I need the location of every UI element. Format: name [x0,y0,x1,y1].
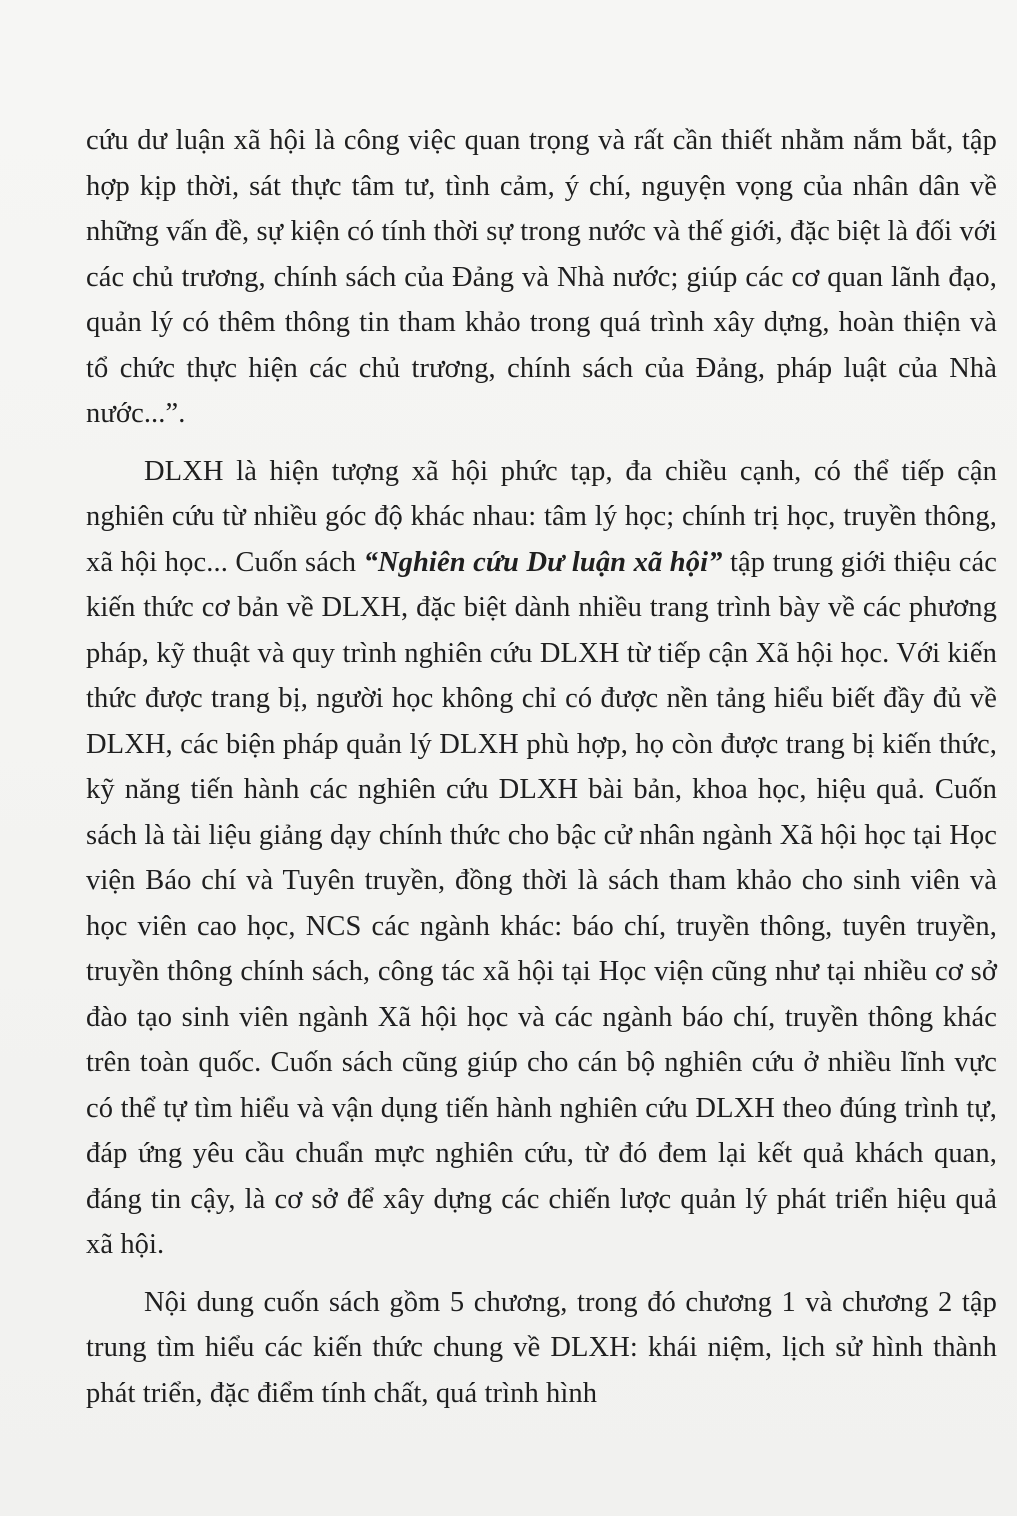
paragraph-text-after-title: tập trung giới thiệu các kiến thức cơ bản về DLXH, đặc biệt dành nhiều trang trình bày về các phương pháp, kỹ thuật và quy trình nghiên cứu DLXH từ tiếp cận Xã hội học. Với kiến thức được trang bị, người học không chỉ có được nền tảng hiểu biết đầy đủ về DLXH, các biện pháp quản lý DLXH phù hợp, họ còn được trang bị kiến thức, kỹ năng tiến hành các nghiên cứu DLXH bài bản, khoa học, hiệu quả. Cuốn sách là tài liệu giảng dạy chính thức cho bậc cử nhân ngành Xã hội học tại Học viện Báo chí và Tuyên truyền, đồng thời là sách tham khảo cho sinh viên và học viên cao học, NCS các ngành khác: báo chí, truyền thông, tuyên truyền, truyền thông chính sách, công tác xã hội tại Học viện cũng như tại nhiều cơ sở đào tạo sinh viên ngành Xã hội học và các ngành báo chí, truyền thông khác trên toàn quốc. Cuốn sách cũng giúp cho cán bộ nghiên cứu ở nhiều lĩnh vực có thể tự tìm hiểu và vận dụng tiến hành nghiên cứu DLXH theo đúng trình tự, đáp ứng yêu cầu chuẩn mực nghiên cứu, từ đó đem lại kết quả khách quan, đáng tin cậy, là cơ sở để xây dựng các chiến lược quản lý phát triển hiệu quả xã hội. [86,546,997,1260]
book-title: “Nghiên cứu Dư luận xã hội” [363,546,723,578]
paragraph-book-contents: Nội dung cuốn sách gồm 5 chương, trong đó chương 1 và chương 2 tập trung tìm hiểu các kiến thức chung về DLXH: khái niệm, lịch sử hình thành phát triển, đặc điểm tính chất, quá trình hình [86,1286,997,1409]
paragraph-continuation: cứu dư luận xã hội là công việc quan trọng và rất cần thiết nhằm nắm bắt, tập hợp kịp thời, sát thực tâm tư, tình cảm, ý chí, nguyện vọng của nhân dân về những vấn đề, sự kiện có tính thời sự trong nước và thế giới, đặc biệt là đối với các chủ trương, chính sách của Đảng và Nhà nước; giúp các cơ quan lãnh đạo, quản lý có thêm thông tin tham khảo trong quá trình xây dựng, hoàn thiện và tổ chức thực hiện các chủ trương, chính sách của Đảng, pháp luật của Nhà nước...”. [86,125,997,429]
paragraph-text-before-title: DLXH là hiện tượng xã hội phức tạp, đa chiều cạnh, có thể tiếp cận nghiên cứu từ nhiều góc độ khác nhau: tâm lý học; chính trị học, truyền thông, xã hội học... Cuốn sách [86,455,997,578]
paragraph-dlxh-overview [86,449,997,1268]
body-text [86,118,997,1416]
